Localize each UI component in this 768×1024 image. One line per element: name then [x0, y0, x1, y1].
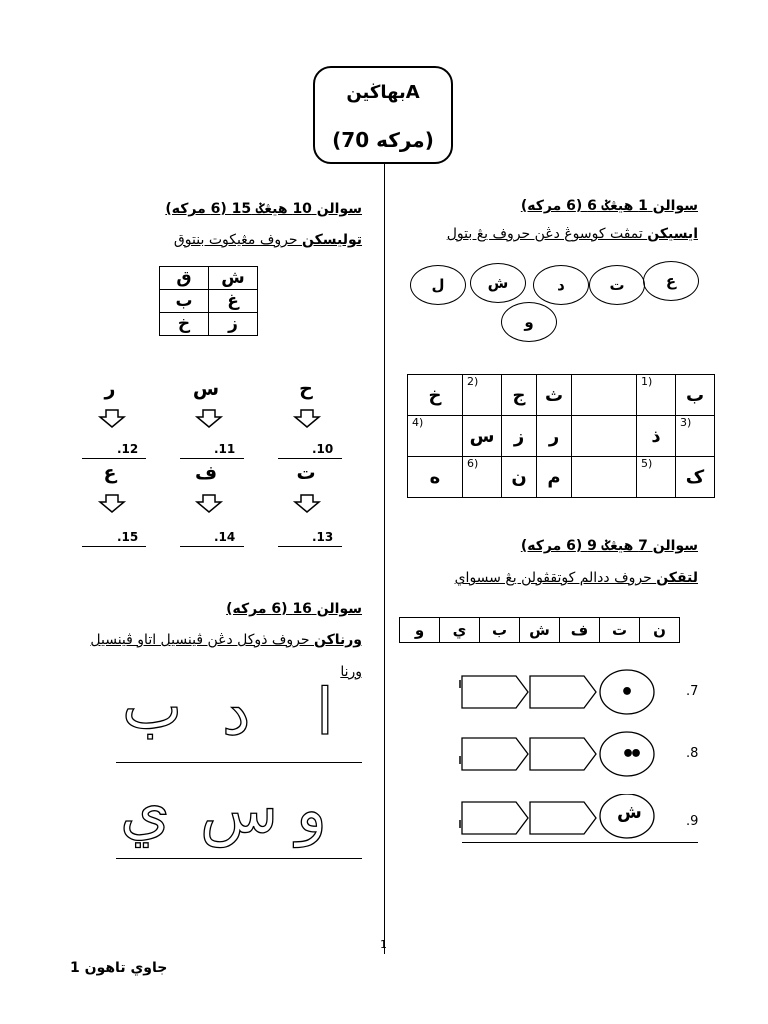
grid-cell: ک	[676, 457, 715, 498]
table-cell: ز	[209, 313, 258, 336]
footer-label: جاوي تاهون 1	[70, 960, 168, 976]
answer-number: .14	[214, 530, 236, 544]
row-number: .8	[686, 746, 699, 761]
grid-cell: ث	[537, 375, 572, 416]
down-arrow-icon	[97, 409, 127, 429]
grid-cell: ذ	[637, 416, 676, 457]
answer-number: .15	[117, 530, 139, 544]
grid-cell: ر	[537, 416, 572, 457]
q16-title: سوالن 16 (6 مرکه)	[226, 601, 362, 617]
answer-line[interactable]	[278, 458, 342, 459]
divider-line	[116, 858, 362, 859]
grid-cell: ج	[502, 375, 537, 416]
prompt-letter: س	[192, 378, 220, 400]
table-row	[160, 290, 258, 313]
q16-instruction-bold: ورناکن	[313, 632, 362, 648]
q7-instruction-text: حروف ددالم کوتقڤولن يڠ سسواي	[454, 570, 657, 586]
section-title: بهاڬينA	[346, 82, 420, 103]
q7-letter-row	[399, 617, 680, 643]
dot-pattern: •	[619, 680, 635, 705]
table-row	[408, 457, 715, 498]
prompt-letter: ح	[299, 378, 313, 400]
outline-letter[interactable]: و	[296, 774, 327, 848]
q1-letter-grid	[407, 374, 715, 498]
q1-title: سوالن 1 هيڠݢ 6 (6 مرکه)	[520, 198, 698, 214]
answer-line[interactable]	[180, 458, 244, 459]
q16-instruction-line2: ورنا	[340, 664, 362, 680]
down-arrow-icon	[292, 494, 322, 514]
column-divider	[384, 164, 385, 954]
answer-number: .10	[312, 442, 334, 456]
answer-number: .13	[312, 530, 334, 544]
down-arrow-icon	[97, 494, 127, 514]
letter-cell: ي	[440, 618, 480, 643]
letter-circle: د	[533, 265, 589, 305]
table-row	[400, 618, 680, 643]
dot-pattern: ش	[617, 802, 642, 823]
letter-cell: ش	[520, 618, 560, 643]
q16-instruction	[90, 632, 362, 648]
outline-letter[interactable]: د	[222, 676, 251, 750]
letter-cell: و	[400, 618, 440, 643]
outline-letter[interactable]: ب	[122, 670, 183, 744]
outline-letter[interactable]: س	[200, 774, 279, 848]
outline-letter[interactable]: ا	[316, 676, 334, 750]
q1-instruction	[447, 226, 698, 242]
down-arrow-icon	[292, 409, 322, 429]
answer-line[interactable]	[82, 458, 146, 459]
q16-instruction-text: حروف ذوکل دڠن ڤينسيل اتاو ڤينسيل	[90, 632, 314, 648]
grid-number: 6)	[463, 457, 502, 498]
dot-pattern: ••	[620, 742, 638, 767]
answer-number: .12	[117, 442, 139, 456]
q1-instruction-text: تمڤت کوسوڠ دڠن حروف يڠ بتول	[446, 226, 648, 242]
table-cell: خ	[160, 313, 209, 336]
grid-number: 4)	[408, 416, 463, 457]
q10-instruction-bold: توليسکن	[302, 232, 362, 248]
grid-answer-cell[interactable]	[572, 457, 637, 498]
grid-cell: ن	[502, 457, 537, 498]
letter-cell: ف	[560, 618, 600, 643]
grid-answer-cell[interactable]	[572, 375, 637, 416]
prompt-letter: ف	[194, 462, 218, 484]
prompt-letter: ع	[103, 462, 117, 484]
grid-cell: س	[463, 416, 502, 457]
table-cell: ب	[160, 290, 209, 313]
section-header-box	[313, 66, 453, 164]
grid-answer-cell[interactable]	[572, 416, 637, 457]
letter-cell: ن	[640, 618, 680, 643]
table-row	[160, 313, 258, 336]
answer-line[interactable]	[180, 546, 244, 547]
outline-letter[interactable]: ي	[120, 774, 171, 848]
grid-number: 3)	[676, 416, 715, 457]
table-row	[408, 416, 715, 457]
prompt-letter: ر	[104, 378, 116, 400]
letter-circle: ت	[589, 265, 645, 305]
q10-instruction-text: حروف مڠيکوت بنتوق	[173, 232, 302, 248]
q7-instruction	[455, 570, 698, 586]
q10-instruction	[174, 232, 362, 248]
table-cell: ش	[209, 267, 258, 290]
letter-circle: ش	[470, 263, 526, 303]
answer-number: .11	[214, 442, 236, 456]
table-row	[160, 267, 258, 290]
grid-cell: خ	[408, 375, 463, 416]
letter-circle: و	[501, 302, 557, 342]
grid-cell: ب	[676, 375, 715, 416]
row-number: .7	[686, 684, 699, 699]
q10-reference-table	[159, 266, 258, 336]
table-cell: ق	[160, 267, 209, 290]
q7-title: سوالن 7 هيڠݢ 9 (6 مرکه)	[520, 538, 698, 554]
table-cell: غ	[209, 290, 258, 313]
q7-instruction-bold: لتقکن	[656, 570, 698, 586]
q10-title: سوالن 10 هيڠݢ 15 (6 مرکه)	[165, 201, 362, 217]
grid-cell: ز	[502, 416, 537, 457]
letter-circle: ع	[643, 261, 699, 301]
grid-number: 1)	[637, 375, 676, 416]
letter-cell: ب	[480, 618, 520, 643]
answer-line[interactable]	[278, 546, 342, 547]
down-arrow-icon	[194, 494, 224, 514]
table-row	[408, 375, 715, 416]
letter-cell: ت	[600, 618, 640, 643]
section-underline	[462, 842, 698, 843]
prompt-letter: ت	[296, 462, 316, 484]
answer-line[interactable]	[82, 546, 146, 547]
q1-instruction-bold: ايسيکن	[647, 226, 698, 242]
section-marks: (70 مرکه)	[332, 128, 434, 152]
grid-number: 2)	[463, 375, 502, 416]
grid-cell: م	[537, 457, 572, 498]
row-number: .9	[686, 814, 699, 829]
grid-number: 5)	[637, 457, 676, 498]
grid-cell: ه	[408, 457, 463, 498]
letter-circle: ل	[410, 265, 466, 305]
divider-line	[116, 762, 362, 763]
page-number: 1	[380, 938, 387, 951]
down-arrow-icon	[194, 409, 224, 429]
